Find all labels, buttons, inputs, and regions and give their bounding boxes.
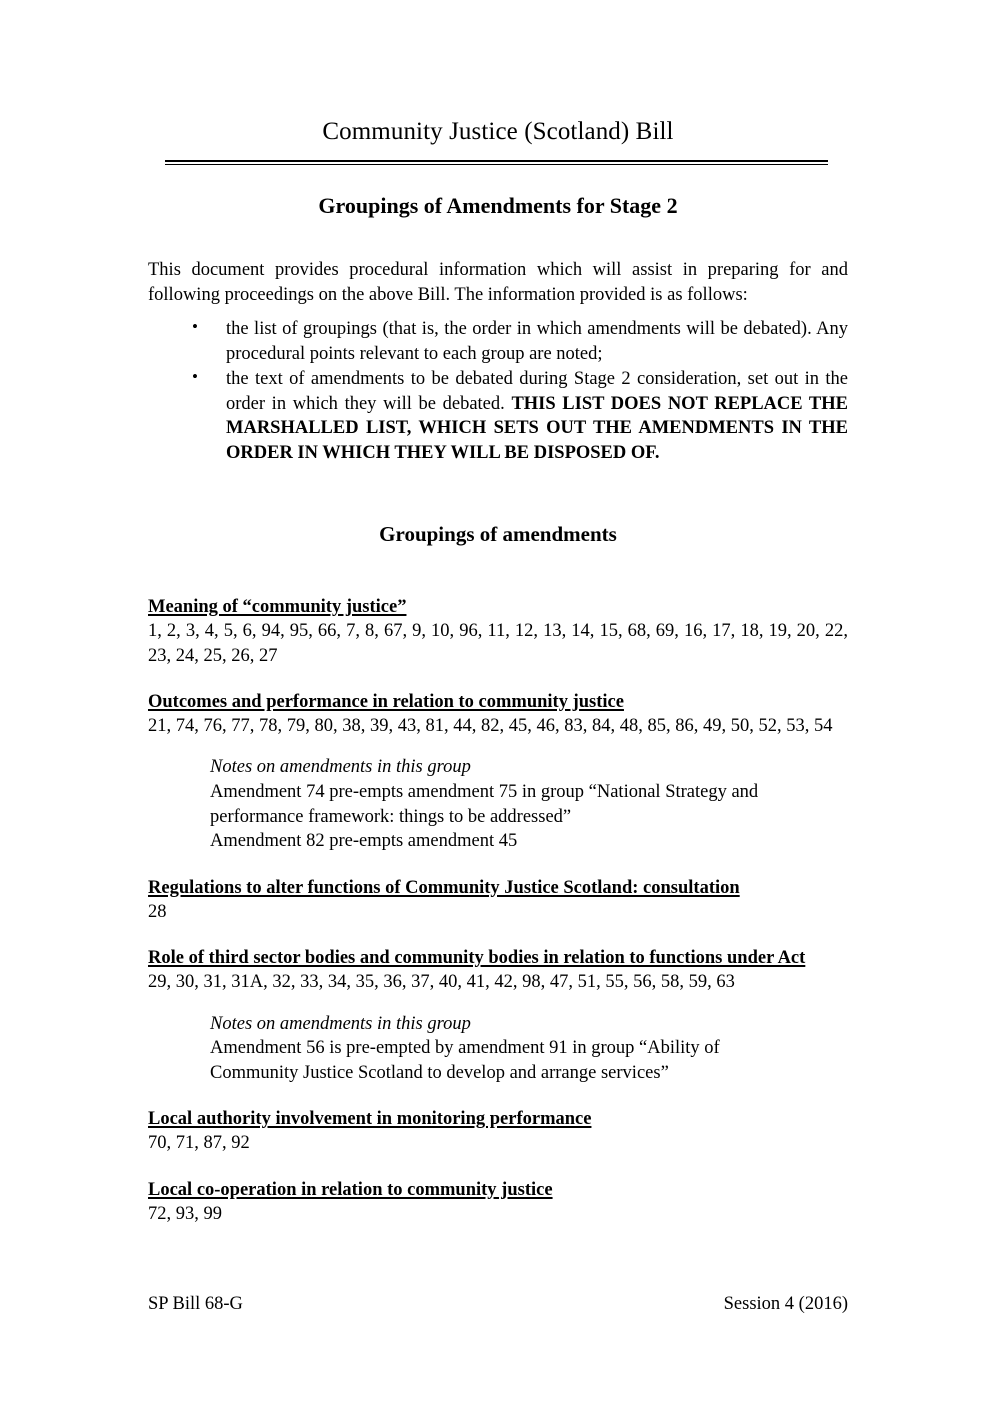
amendment-group bbox=[148, 1107, 848, 1155]
document-content bbox=[148, 0, 848, 1226]
group-title: Local authority involvement in monitoring performance bbox=[148, 1109, 592, 1130]
group-amendment-numbers: 29, 30, 31, 31A, 32, 33, 34, 35, 36, 37, 40, 41, 42, 98, 47, 51, 55, 56, 58, 59, 63 bbox=[148, 972, 735, 993]
intro-bullet-list bbox=[148, 317, 848, 466]
footer-bill-number: SP Bill 68-G bbox=[148, 1294, 243, 1314]
bullet-text: the text of amendments to be debated during Stage 2 consideration, set out in the order in which they will be debated. bbox=[226, 368, 848, 414]
amendment-group bbox=[148, 595, 848, 668]
group-title: Local co-operation in relation to community justice bbox=[148, 1179, 553, 1200]
group-title: Role of third sector bodies and community bodies in relation to functions under Act bbox=[148, 948, 806, 969]
group-notes-line: Amendment 82 pre-empts amendment 45 bbox=[210, 831, 518, 852]
footer-session: Session 4 (2016) bbox=[723, 1294, 848, 1314]
page-title: Community Justice (Scotland) Bill bbox=[322, 118, 674, 145]
group-title: Meaning of “community justice” bbox=[148, 597, 407, 618]
list-item bbox=[148, 367, 848, 466]
intro-paragraph: This document provides procedural information which will assist in preparing for and following proceedings on the above Bill. The information provided is as follows: bbox=[148, 259, 848, 305]
page-footer bbox=[148, 1294, 848, 1315]
bullet-emphasis: THIS LIST DOES NOT REPLACE THE MARSHALLED LIST, WHICH SETS OUT THE AMENDMENTS IN THE ORDER IN WHICH THEY WILL BE DISPOSED OF. bbox=[226, 393, 849, 464]
groupings-list bbox=[148, 547, 848, 1226]
group-notes bbox=[148, 755, 848, 853]
group-title: Outcomes and performance in relation to community justice bbox=[148, 691, 624, 712]
amendment-group bbox=[148, 690, 848, 854]
group-amendment-numbers: 72, 93, 99 bbox=[148, 1203, 222, 1224]
group-title: Regulations to alter functions of Community Justice Scotland: consultation bbox=[148, 877, 740, 898]
group-notes-line: Amendment 74 pre-empts amendment 75 in group “National Strategy and performance framework: things to be addressed” bbox=[210, 781, 759, 827]
group-amendment-numbers: 28 bbox=[148, 901, 167, 922]
group-amendment-numbers: 70, 71, 87, 92 bbox=[148, 1133, 250, 1154]
group-notes-heading: Notes on amendments in this group bbox=[210, 1013, 471, 1034]
list-item bbox=[148, 317, 848, 367]
group-notes-line: Amendment 56 is pre-empted by amendment 91 in group “Ability of Community Justice Scotland to develop and arrange services” bbox=[210, 1038, 720, 1083]
group-notes bbox=[148, 1012, 848, 1086]
amendment-group bbox=[148, 946, 848, 1085]
group-amendment-numbers: 1, 2, 3, 4, 5, 6, 94, 95, 66, 7, 8, 67, 9, 10, 96, 11, 12, 13, 14, 15, 68, 69, 16, 17, 18, 19, 20, 22, 23, 24, 25, 26, 27 bbox=[148, 621, 848, 666]
amendment-group bbox=[148, 1178, 848, 1226]
group-notes-heading: Notes on amendments in this group bbox=[210, 757, 471, 778]
document-subtitle: Groupings of Amendments for Stage 2 bbox=[318, 192, 678, 218]
groupings-section-heading: Groupings of amendments bbox=[379, 522, 617, 547]
amendment-group bbox=[148, 876, 848, 924]
bullet-text: the list of groupings (that is, the order in which amendments will be debated). Any procedural points relevant to each group are noted; bbox=[226, 319, 848, 365]
group-amendment-numbers: 21, 74, 76, 77, 78, 79, 80, 38, 39, 43, 81, 44, 82, 45, 46, 83, 84, 48, 85, 86, 49, 50, 52, 53, 54 bbox=[148, 715, 833, 736]
